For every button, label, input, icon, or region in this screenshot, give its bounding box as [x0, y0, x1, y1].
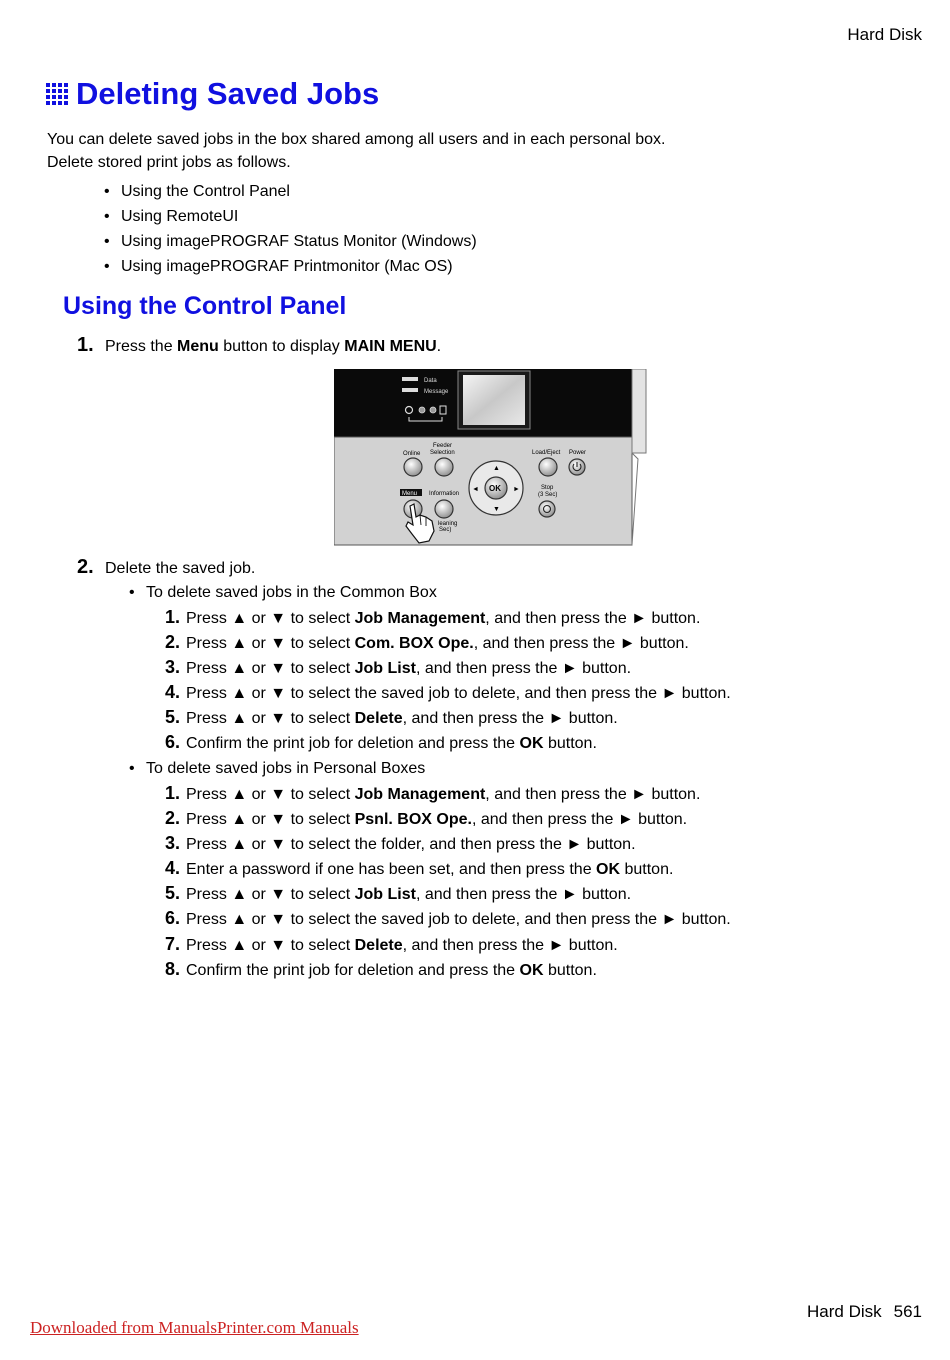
menu-keyword: Menu: [177, 338, 219, 355]
method-list: [104, 179, 477, 279]
common-box-steps: [165, 605, 731, 756]
stop-button: [539, 501, 555, 517]
control-panel-illustration: [334, 369, 648, 547]
personal-box-steps: [165, 781, 731, 982]
up-arrow-icon: ▲: [493, 465, 500, 472]
status-lamp-icon: [430, 407, 436, 413]
step-1: [77, 334, 441, 357]
feeder-label: Selection: [430, 450, 455, 456]
data-lamp: [402, 377, 418, 381]
list-item: 1. Press ▲ or ▼ to select Job Management, and then press the ► button.: [165, 783, 701, 803]
down-arrow-icon: ▼: [493, 506, 500, 513]
list-item: 6. Confirm the print job for deletion and press the OK button.: [165, 732, 597, 753]
feeder-label: Feeder: [433, 443, 453, 449]
load-eject-button: [539, 458, 557, 476]
list-item: 3. Press ▲ or ▼ to select Job List, and then press the ► button.: [165, 657, 632, 678]
method-item: • Using imagePROGRAF Status Monitor (Windows): [104, 229, 477, 254]
status-lamp-icon: [419, 407, 425, 413]
stop-label: (3 Sec): [538, 492, 558, 498]
list-item: 5. Press ▲ or ▼ to select Delete, and then press the ► button.: [165, 707, 618, 728]
information-button: [435, 500, 453, 518]
cleaning-label: Sec): [439, 527, 452, 533]
menu-label: Menu: [402, 491, 418, 497]
list-item: 3. Press ▲ or ▼ to select the folder, and then press the ► button.: [165, 833, 636, 854]
list-item: 4. Enter a password if one has been set, and then press the OK button.: [165, 858, 674, 879]
step-number: 1.: [77, 334, 94, 356]
list-item: 4. Press ▲ or ▼ to select the saved job to delete, and then press the ► button.: [165, 682, 731, 703]
data-label: Data: [424, 378, 437, 384]
section-heading: Using the Control Panel: [63, 292, 347, 320]
list-item: 5. Press ▲ or ▼ to select Job List, and then press the ► button.: [165, 883, 632, 904]
ok-label: OK: [489, 484, 501, 493]
main-menu-keyword: MAIN MENU: [344, 338, 437, 355]
footer-section: Hard Disk: [807, 1302, 882, 1321]
step-text: Delete the saved job.: [105, 560, 256, 577]
method-item: • Using imagePROGRAF Printmonitor (Mac OS): [104, 254, 477, 279]
step-number: 2.: [77, 556, 94, 578]
running-header: Hard Disk: [847, 25, 922, 44]
method-item: • Using the Control Panel: [104, 179, 477, 204]
online-label: Online: [403, 451, 421, 457]
load-eject-label: Load/Eject: [532, 450, 561, 456]
list-item: 8. Confirm the print job for deletion and press the OK button.: [165, 958, 597, 979]
intro-text: [47, 128, 666, 174]
download-source-link[interactable]: Downloaded from ManualsPrinter.com Manuals: [30, 1318, 359, 1337]
step-text: button to display: [218, 338, 345, 355]
list-item: 2. Press ▲ or ▼ to select Psnl. BOX Ope., and then press the ► button.: [165, 808, 688, 829]
running-footer: [807, 1302, 922, 1322]
list-item: 2. Press ▲ or ▼ to select Com. BOX Ope., and then press the ► button.: [165, 632, 689, 653]
left-arrow-icon: ◄: [472, 486, 479, 493]
list-item: 7. Press ▲ or ▼ to select Delete, and then press the ► button.: [165, 933, 618, 954]
list-item: 1. Press ▲ or ▼ to select Job Management, and then press the ► button.: [165, 607, 701, 627]
step-text: Press the: [105, 338, 178, 355]
feeder-selection-button: [435, 458, 453, 476]
step-2: [77, 556, 255, 579]
grid-bullet-icon: [46, 83, 68, 105]
intro-line: Delete stored print jobs as follows.: [47, 154, 291, 171]
message-label: Message: [424, 389, 449, 395]
page-title-text: Deleting Saved Jobs: [76, 76, 380, 111]
personal-box-heading: • To delete saved jobs in Personal Boxes: [146, 760, 425, 778]
step-text: .: [436, 338, 442, 355]
stop-label: Stop: [541, 485, 554, 491]
page-number: 561: [893, 1302, 922, 1321]
method-item: • Using RemoteUI: [104, 204, 477, 229]
power-label: Power: [569, 450, 587, 456]
information-label: Information: [429, 491, 460, 497]
page-title: [46, 76, 379, 112]
intro-line: You can delete saved jobs in the box shared among all users and in each personal box.: [47, 131, 666, 148]
right-arrow-icon: ►: [513, 486, 520, 493]
list-item: 6. Press ▲ or ▼ to select the saved job to delete, and then press the ► button.: [165, 908, 731, 929]
message-lamp: [402, 388, 418, 392]
display-screen: [463, 375, 525, 425]
common-box-heading: • To delete saved jobs in the Common Box: [146, 584, 437, 602]
cleaning-label: leaning: [438, 521, 458, 527]
online-button: [404, 458, 422, 476]
